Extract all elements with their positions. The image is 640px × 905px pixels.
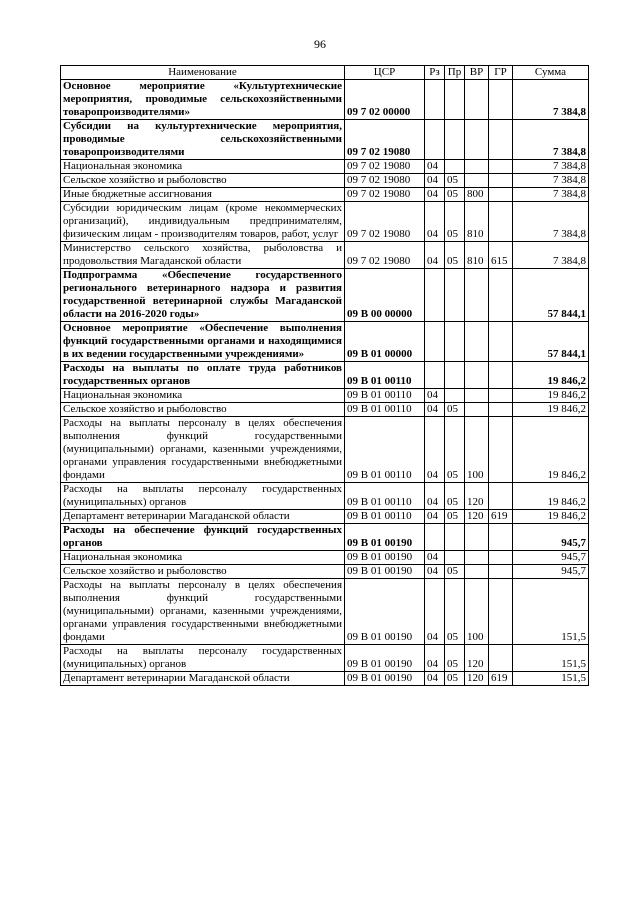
row-gr [489,483,513,510]
row-gr [489,188,513,202]
row-name: Расходы на выплаты персоналу государственных (муниципальных) органов [61,483,345,510]
row-sum: 19 846,2 [513,417,589,483]
row-name: Расходы на выплаты персоналу государственных (муниципальных) органов [61,645,345,672]
row-csr: 09 7 02 19080 [345,242,425,269]
row-rz [425,362,445,389]
row-gr [489,645,513,672]
table-row [61,322,589,362]
header-rz: Рз [425,66,445,80]
row-pr [445,551,465,565]
row-pr: 05 [445,672,465,686]
row-csr: 09 В 01 00190 [345,579,425,645]
row-pr [445,322,465,362]
row-gr [489,120,513,160]
row-rz: 04 [425,202,445,242]
table-header-row [61,66,589,80]
row-rz: 04 [425,403,445,417]
row-gr [489,389,513,403]
row-vr [465,80,489,120]
row-gr: 619 [489,672,513,686]
header-vr: ВР [465,66,489,80]
row-pr [445,362,465,389]
row-rz [425,120,445,160]
row-gr [489,80,513,120]
row-vr [465,362,489,389]
row-name: Министерство сельского хозяйства, рыболовства и продовольствия Магаданской области [61,242,345,269]
table-row [61,645,589,672]
row-csr: 09 В 01 00110 [345,362,425,389]
row-rz: 04 [425,645,445,672]
row-sum: 7 384,8 [513,120,589,160]
row-pr [445,389,465,403]
row-csr: 09 7 02 19080 [345,160,425,174]
row-rz: 04 [425,565,445,579]
row-vr [465,269,489,322]
row-name: Национальная экономика [61,389,345,403]
row-name: Расходы на выплаты по оплате труда работников государственных органов [61,362,345,389]
row-sum: 151,5 [513,672,589,686]
row-pr [445,269,465,322]
row-pr: 05 [445,174,465,188]
row-pr: 05 [445,579,465,645]
row-rz [425,269,445,322]
row-vr [465,160,489,174]
row-sum: 945,7 [513,551,589,565]
row-rz [425,524,445,551]
row-csr: 09 7 02 19080 [345,202,425,242]
row-name: Субсидии юридическим лицам (кроме некоммерческих организаций), индивидуальным предпринимателям, физическим лицам - производителям товаров, работ, услуг [61,202,345,242]
table-row [61,483,589,510]
row-sum: 57 844,1 [513,269,589,322]
row-sum: 7 384,8 [513,202,589,242]
row-vr [465,524,489,551]
row-sum: 19 846,2 [513,403,589,417]
row-rz [425,80,445,120]
row-sum: 19 846,2 [513,389,589,403]
row-gr [489,579,513,645]
row-csr: 09 7 02 19080 [345,188,425,202]
table-row [61,579,589,645]
header-sum: Сумма [513,66,589,80]
row-sum: 7 384,8 [513,80,589,120]
row-pr [445,120,465,160]
row-vr [465,174,489,188]
row-vr [465,389,489,403]
row-sum: 7 384,8 [513,242,589,269]
row-name: Подпрограмма «Обеспечение государственного регионального ветеринарного надзора и развития государственной ветеринарной службы Магаданской области на 2016-2020 годы» [61,269,345,322]
row-rz [425,322,445,362]
row-pr [445,160,465,174]
row-vr: 120 [465,672,489,686]
row-vr: 120 [465,483,489,510]
table-row [61,80,589,120]
table-row [61,389,589,403]
row-name: Сельское хозяйство и рыболовство [61,403,345,417]
row-pr: 05 [445,417,465,483]
row-gr [489,362,513,389]
row-csr: 09 В 01 00190 [345,565,425,579]
row-vr [465,322,489,362]
row-rz: 04 [425,672,445,686]
row-rz: 04 [425,510,445,524]
table-row [61,510,589,524]
row-gr [489,551,513,565]
row-rz: 04 [425,579,445,645]
row-name: Расходы на выплаты персоналу в целях обеспечения выполнения функций государственными (муниципальными) органами, казенными учреждениями, органами управления государственными внебюджетными фондами [61,417,345,483]
row-csr: 09 В 01 00190 [345,524,425,551]
row-rz: 04 [425,242,445,269]
row-gr [489,403,513,417]
row-sum: 7 384,8 [513,188,589,202]
row-rz: 04 [425,174,445,188]
row-vr [465,120,489,160]
row-pr: 05 [445,645,465,672]
row-csr: 09 В 01 00190 [345,645,425,672]
row-name: Субсидии на культуртехнические мероприятия, проводимые сельскохозяйственными товаропроизводителями [61,120,345,160]
row-csr: 09 В 01 00110 [345,389,425,403]
row-sum: 151,5 [513,579,589,645]
page-number: 96 [314,37,326,51]
row-name: Сельское хозяйство и рыболовство [61,565,345,579]
row-gr: 619 [489,510,513,524]
row-pr [445,524,465,551]
row-pr: 05 [445,188,465,202]
row-sum: 945,7 [513,565,589,579]
row-name: Сельское хозяйство и рыболовство [61,174,345,188]
row-sum: 19 846,2 [513,483,589,510]
row-gr: 615 [489,242,513,269]
row-gr [489,160,513,174]
row-sum: 57 844,1 [513,322,589,362]
row-rz: 04 [425,417,445,483]
row-pr: 05 [445,403,465,417]
row-vr: 120 [465,510,489,524]
row-name: Основное мероприятие «Обеспечение выполнения функций государственными органами и находящимися в их ведении государственными учреждениями» [61,322,345,362]
table-row [61,551,589,565]
table-row [61,403,589,417]
row-vr: 100 [465,579,489,645]
table-row [61,417,589,483]
row-pr [445,80,465,120]
table-row [61,565,589,579]
table-row [61,120,589,160]
row-sum: 19 846,2 [513,510,589,524]
row-csr: 09 В 00 00000 [345,269,425,322]
row-rz: 04 [425,551,445,565]
row-csr: 09 В 01 00190 [345,672,425,686]
table-row [61,174,589,188]
row-name: Национальная экономика [61,551,345,565]
row-vr: 800 [465,188,489,202]
row-csr: 09 В 01 00000 [345,322,425,362]
table-row [61,160,589,174]
row-csr: 09 7 02 19080 [345,120,425,160]
table-row [61,524,589,551]
row-name: Расходы на обеспечение функций государственных органов [61,524,345,551]
row-rz: 04 [425,389,445,403]
row-gr [489,524,513,551]
row-pr: 05 [445,483,465,510]
row-gr [489,174,513,188]
row-rz: 04 [425,188,445,202]
row-csr: 09 В 01 00110 [345,483,425,510]
table-body [61,80,589,686]
row-sum: 945,7 [513,524,589,551]
header-name: Наименование [61,66,345,80]
row-rz: 04 [425,483,445,510]
row-gr [489,202,513,242]
row-pr: 05 [445,242,465,269]
row-vr: 120 [465,645,489,672]
row-vr [465,403,489,417]
header-gr: ГР [489,66,513,80]
row-name: Иные бюджетные ассигнования [61,188,345,202]
table-row [61,202,589,242]
row-gr [489,565,513,579]
table-row [61,188,589,202]
row-pr: 05 [445,510,465,524]
row-vr: 100 [465,417,489,483]
row-csr: 09 В 01 00110 [345,510,425,524]
row-pr: 05 [445,565,465,579]
row-gr [489,269,513,322]
budget-table [60,65,589,686]
row-gr [489,322,513,362]
row-sum: 7 384,8 [513,174,589,188]
table-row [61,672,589,686]
row-vr [465,551,489,565]
row-name: Национальная экономика [61,160,345,174]
row-vr: 810 [465,202,489,242]
row-csr: 09 В 01 00110 [345,403,425,417]
row-name: Основное мероприятие «Культуртехнические мероприятия, проводимые сельскохозяйственными товаропроизводителями» [61,80,345,120]
row-sum: 19 846,2 [513,362,589,389]
row-vr [465,565,489,579]
table-row [61,269,589,322]
row-csr: 09 В 01 00110 [345,417,425,483]
row-csr: 09 В 01 00190 [345,551,425,565]
row-name: Департамент ветеринарии Магаданской области [61,672,345,686]
table-row [61,242,589,269]
row-sum: 7 384,8 [513,160,589,174]
row-rz: 04 [425,160,445,174]
row-name: Расходы на выплаты персоналу в целях обеспечения выполнения функций государственными (муниципальными) органами, казенными учреждениями, органами управления государственными внебюджетными фондами [61,579,345,645]
row-name: Департамент ветеринарии Магаданской области [61,510,345,524]
header-csr: ЦСР [345,66,425,80]
row-vr: 810 [465,242,489,269]
row-sum: 151,5 [513,645,589,672]
row-csr: 09 7 02 19080 [345,174,425,188]
table-row [61,362,589,389]
row-csr: 09 7 02 00000 [345,80,425,120]
header-pr: Пр [445,66,465,80]
row-pr: 05 [445,202,465,242]
row-gr [489,417,513,483]
